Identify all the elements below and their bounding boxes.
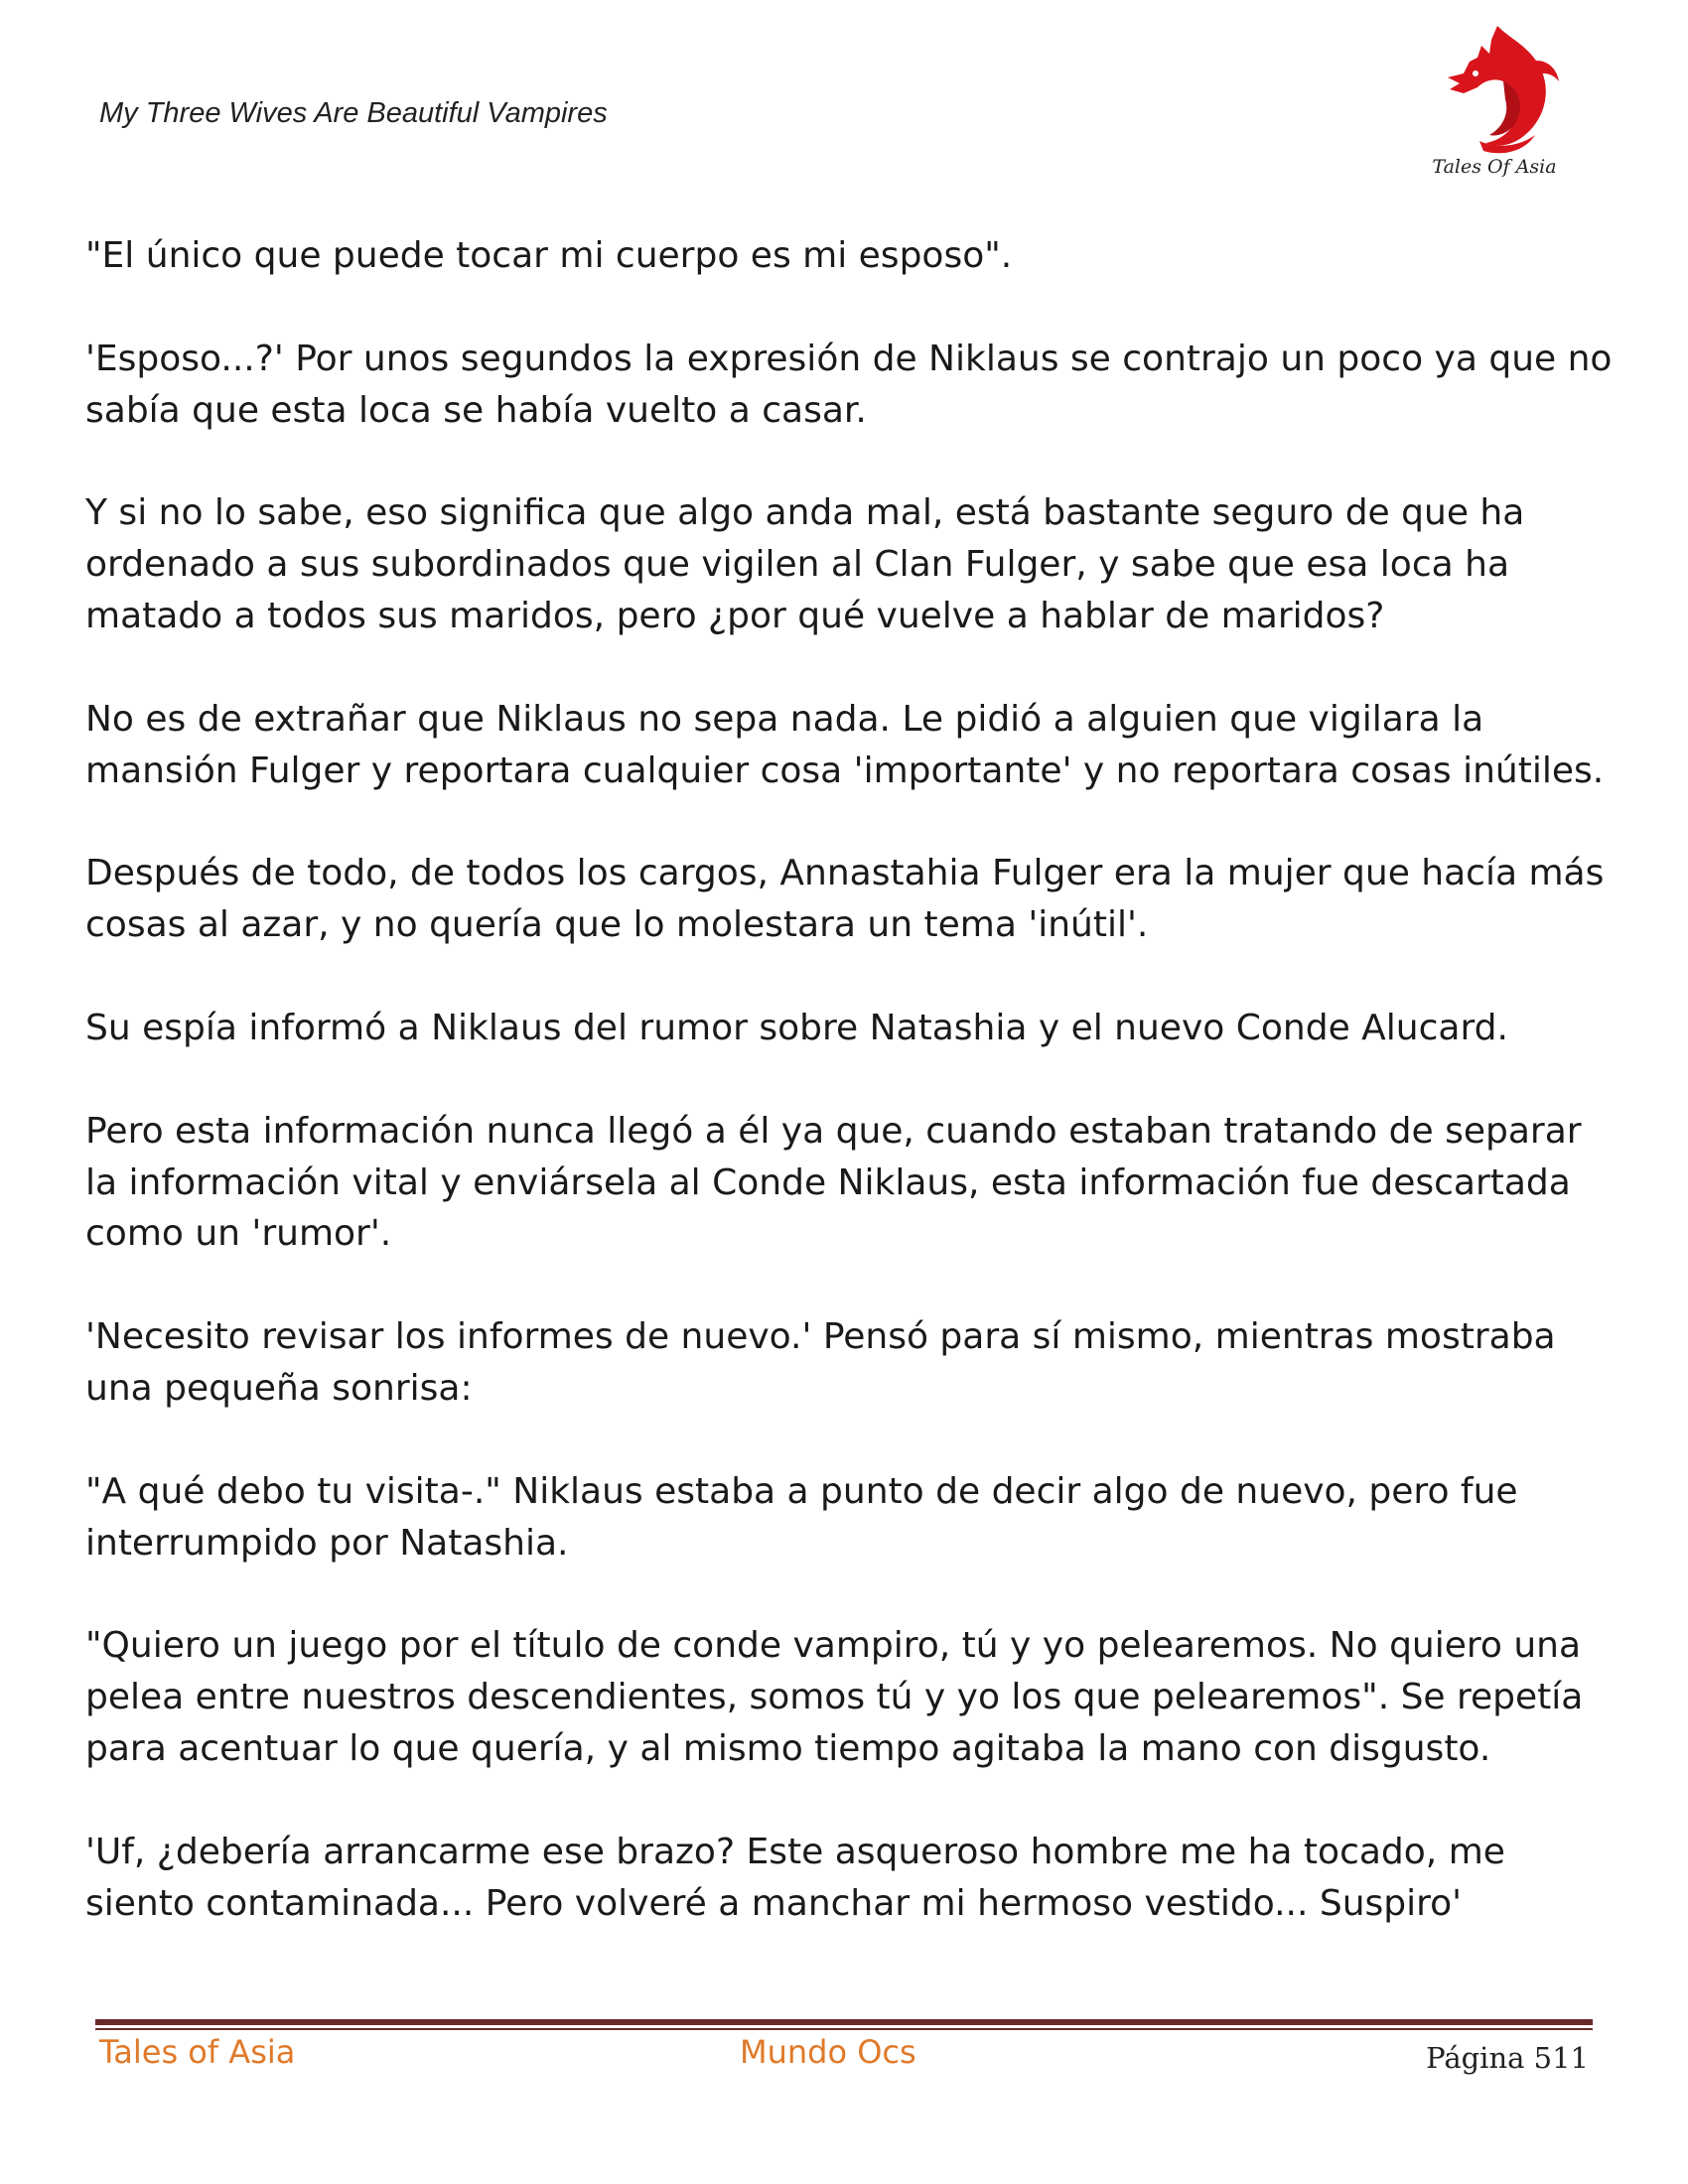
paragraph: 'Esposo...?' Por unos segundos la expresión de Niklaus se contrajo un poco ya que no sabía que esta loca se había vuelto a casar.: [85, 338, 1613, 431]
paragraph: "A qué debo tu visita-." Niklaus estaba a punto de decir algo de nuevo, pero fue interrumpido por Natashia.: [85, 1470, 1518, 1564]
paragraph: Su espía informó a Niklaus del rumor sobre Natashia y el nuevo Conde Alucard.: [85, 1007, 1508, 1048]
paragraph: Y si no lo sabe, eso significa que algo anda mal, está bastante seguro de que ha ordenado a sus subordinados que vigilen al Clan Fulger, y sabe que esa loca ha matado a todos sus maridos, pero ¿por qué vuelve a hablar de maridos?: [85, 492, 1525, 636]
red-dragon-icon: [1420, 18, 1569, 182]
paragraph: 'Necesito revisar los informes de nuevo.' Pensó para sí mismo, mientras mostraba una pequeña sonrisa:: [85, 1316, 1556, 1409]
footer-divider-thin: [95, 2028, 1593, 2030]
paragraph: "El único que puede tocar mi cuerpo es mi esposo".: [85, 235, 1013, 276]
page-number: Página 511: [1426, 2041, 1589, 2075]
footer-site-name: Tales of Asia: [99, 2033, 296, 2071]
paragraph: Después de todo, de todos los cargos, Annastahia Fulger era la mujer que hacía más cosas al azar, y no quería que lo molestara un tema 'inútil'.: [85, 853, 1605, 946]
paragraph: "Quiero un juego por el título de conde vampiro, tú y yo pelearemos. No quiero una pelea entre nuestros descendientes, somos tú y yo los que pelearemos". Se repetía para acentuar lo que quería, y al mismo tiempo agitaba la mano con disgusto.: [85, 1625, 1584, 1769]
footer-section-name: Mundo Ocs: [740, 2033, 916, 2071]
logo-text: Tales Of Asia: [1432, 156, 1557, 178]
paragraph: Pero esta información nunca llegó a él ya que, cuando estaban tratando de separar la información vital y enviársela al Conde Niklaus, esta información fue descartada como un 'rumor'.: [85, 1110, 1582, 1255]
paragraph: 'Uf, ¿debería arrancarme ese brazo? Este asqueroso hombre me ha tocado, me siento contaminada... Pero volveré a manchar mi hermoso vestido... Suspiro': [85, 1831, 1505, 1924]
chapter-body: [85, 230, 1615, 1980]
footer-divider: [95, 2019, 1593, 2025]
book-title: My Three Wives Are Beautiful Vampires: [99, 97, 608, 129]
tales-of-asia-logo: [1420, 18, 1569, 182]
paragraph: No es de extrañar que Niklaus no sepa nada. Le pidió a alguien que vigilara la mansión Fulger y reportara cualquier cosa 'importante' y no reportara cosas inútiles.: [85, 698, 1605, 791]
